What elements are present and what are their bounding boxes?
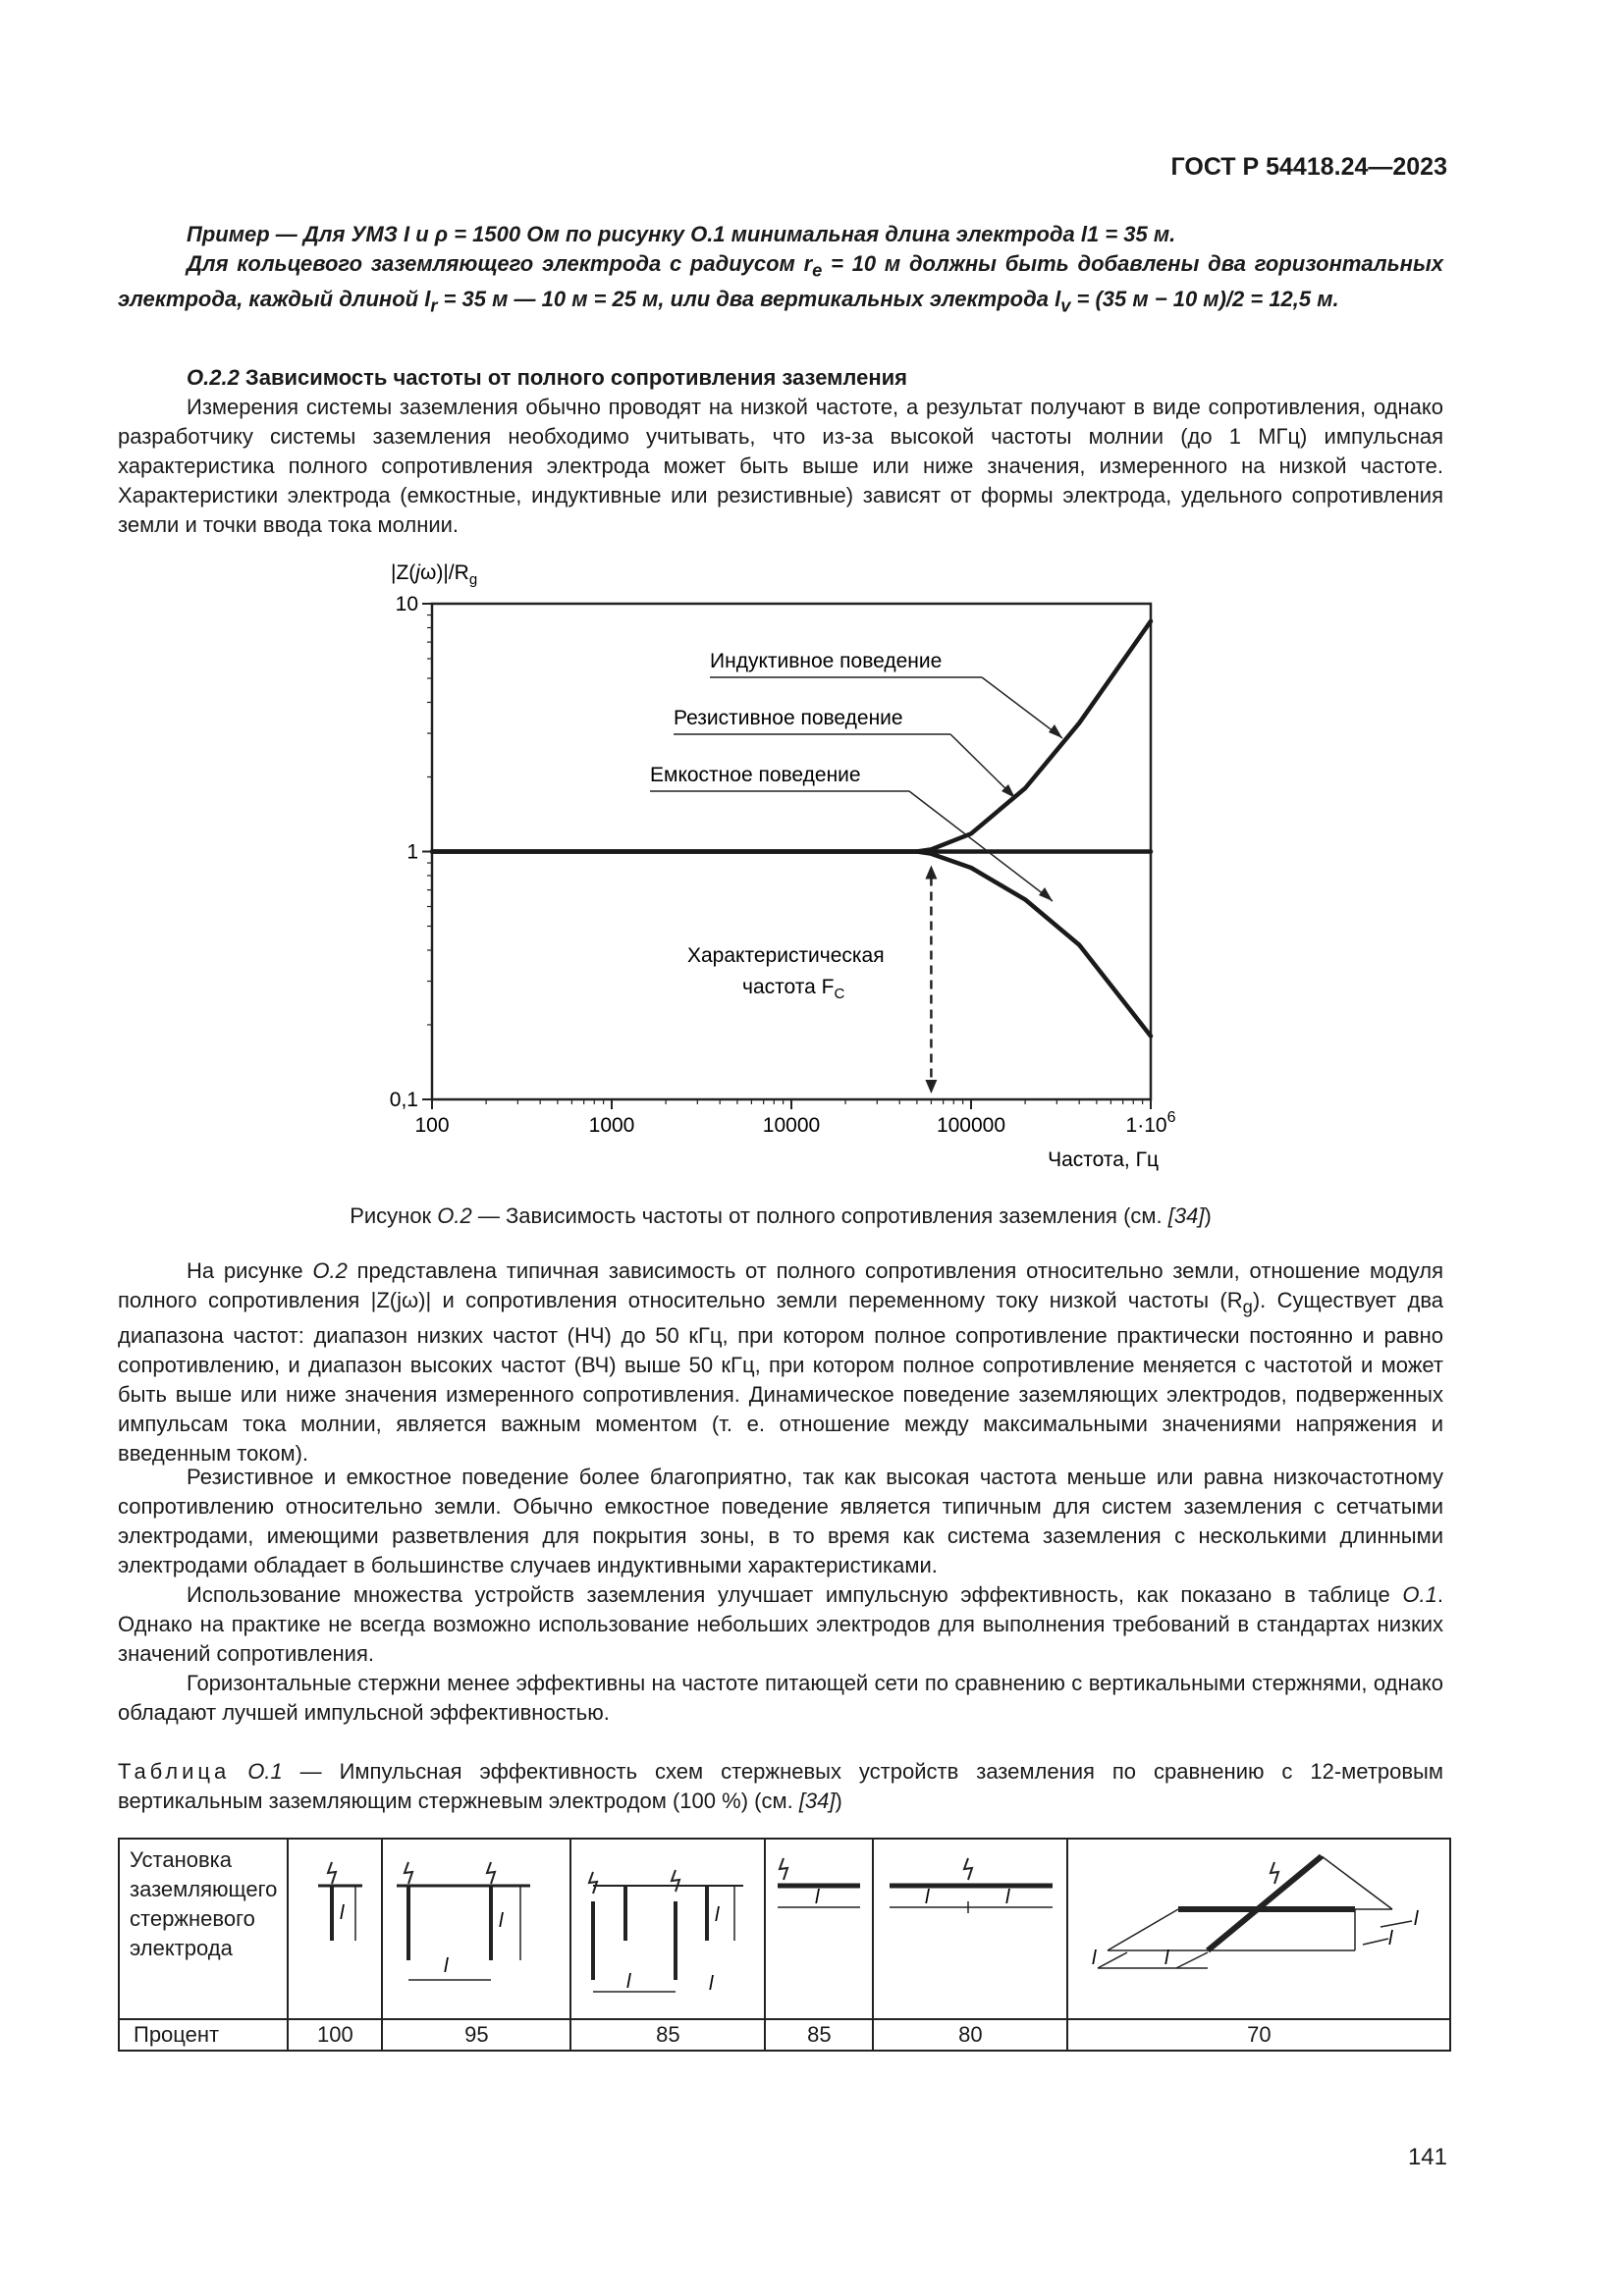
percent-cell: 85 bbox=[570, 2019, 765, 2051]
paragraph-horizontal-rods: Горизонтальные стержни менее эффективны на частоте питающей сети по сравнению с вертикальными стержнями, однако обладают лучшей импульсной эффективностью. bbox=[118, 1671, 1443, 1725]
x-tick-label: $1\cdot 10^6$ bbox=[1125, 1109, 1176, 1137]
svg-text:l: l bbox=[1414, 1908, 1419, 1930]
fc-annotation-line-1: Характеристическая bbox=[687, 944, 885, 967]
svg-text:l: l bbox=[626, 1971, 631, 1993]
section-paragraph: Измерения системы заземления обычно проводят на низкой частоте, а результат получают в виде сопротивления, однако разработчику системы заземления необходимо учитывать, что из-за высокой частоты молнии (до 1 МГц) импульсная характеристика полного сопротивления электрода может быть выше или ниже значения, измеренного на низкой частоте. Характеристики электрода (емкостные, индуктивные или резистивные) зависят от формы электрода, удельного сопротивления земли и точки ввода тока молнии. bbox=[118, 395, 1443, 537]
setup-cross-rods bbox=[1067, 1839, 1450, 2019]
chart-series-group bbox=[432, 621, 1151, 1037]
two-vertical-rods-diagram bbox=[383, 1842, 569, 2009]
percent-cell: 80 bbox=[873, 2019, 1067, 2051]
table-row-setups bbox=[119, 1839, 1450, 2019]
setup-horizontal-rod bbox=[765, 1839, 873, 2019]
setup-four-rods bbox=[570, 1839, 765, 2019]
figure-caption: Рисунок О.2 — Зависимость частоты от полного сопротивления заземления (см. [34]) bbox=[350, 1203, 1212, 1228]
single-vertical-rod-diagram bbox=[289, 1842, 381, 2009]
svg-text:l: l bbox=[444, 1955, 449, 1977]
x-tick-label: 100000 bbox=[936, 1114, 1006, 1137]
section-heading: О.2.2 Зависимость частоты от полного сопротивления заземления bbox=[187, 365, 907, 390]
table-row-percent bbox=[119, 2019, 1450, 2051]
x-tick-label: 100 bbox=[414, 1114, 450, 1137]
percent-cell: 95 bbox=[382, 2019, 570, 2051]
paragraph-behaviour: Резистивное и емкостное поведение более благоприятно, так как высокая частота меньше или равна низкочастотному сопротивлению относительно земли. Обычно емкостное поведение является типичным для систем заземления с сетчатыми электродами, имеющими разветвления для покрытия зоны, в то время как система заземления с несколькими длинными электродами обладает в большинстве случаев индуктивными характеристиками. bbox=[118, 1465, 1443, 1577]
percent-cell: 85 bbox=[765, 2019, 873, 2051]
fc-arrowhead-down bbox=[925, 1080, 937, 1094]
svg-text:l: l bbox=[499, 1910, 504, 1932]
label-inductive: Индуктивное поведение bbox=[710, 650, 943, 672]
single-horizontal-rod-diagram bbox=[766, 1842, 872, 2009]
two-horizontal-rods-diagram bbox=[874, 1842, 1066, 2009]
setup-two-horizontal-rods bbox=[873, 1839, 1067, 2019]
page-number: 141 bbox=[1407, 2144, 1447, 2170]
x-axis-label: Частота, Гц bbox=[1048, 1148, 1159, 1171]
fc-double-arrow bbox=[925, 866, 937, 1095]
arrow-capacitive bbox=[1039, 887, 1053, 901]
example-line-1: Пример — Для УМЗ I и ρ = 1500 Ом по рисунку О.1 минимальная длина электрода l1 = 35 м. bbox=[187, 222, 1176, 246]
table-title: Таблица О.1 — Импульсная эффективность схем стержневых устройств заземления по сравнению с 12-метровым вертикальным заземляющим стержневым электродом (100 %) (см. [34]) bbox=[118, 1759, 1443, 1813]
percent-cell: 100 bbox=[288, 2019, 382, 2051]
paragraph-multiple-devices: Использование множества устройств заземления улучшает импульсную эффективность, как показано в таблице О.1. Однако на практике не всегда возможно использование небольших электродов для выполнения требований в стандартах низких значений сопротивления. bbox=[118, 1582, 1443, 1666]
svg-text:l: l bbox=[1092, 1948, 1097, 1969]
setup-single-rod bbox=[288, 1839, 382, 2019]
cross-horizontal-rods-diagram bbox=[1068, 1842, 1449, 2009]
y-tick-label: 0,1 bbox=[389, 1089, 418, 1111]
y-tick-label: 1 bbox=[406, 840, 418, 864]
svg-text:l: l bbox=[709, 1973, 714, 1995]
x-tick-label: 10000 bbox=[762, 1114, 821, 1137]
svg-text:l: l bbox=[1388, 1928, 1393, 1949]
document-number: ГОСТ Р 54418.24—2023 bbox=[1170, 153, 1447, 181]
percent-cell: 70 bbox=[1067, 2019, 1450, 2051]
svg-text:l: l bbox=[1005, 1887, 1010, 1908]
y-axis-label: $|Z(j\omega)|/R_g$ bbox=[391, 561, 478, 588]
leader-inductive bbox=[982, 677, 1062, 738]
svg-text:l: l bbox=[715, 1904, 720, 1926]
label-capacitive: Емкостное поведение bbox=[650, 764, 861, 786]
paragraph-frequency-ranges: На рисунке О.2 представлена типичная зависимость от полного сопротивления относительно земли, отношение модуля полного сопротивления |Z(jω)| и сопротивления относительно земли переменному току низкой частоты $(R_g)$. Существует два диапазона частот: диапазон низких частот (НЧ) до 50 кГц, при котором полное сопротивление практически постоянно и равно сопротивлению, и диапазон высоких частот (ВЧ) выше 50 кГц, при котором полное сопротивление меняется с частотой и может быть выше или ниже значения измеренного сопротивления. Динамическое поведение заземляющих электродов, подверженных импульсам тока молнии, является важным моментом (т. е. отношение между максимальными значениями напряжения и введенным током). bbox=[118, 1258, 1443, 1467]
impedance-frequency-chart bbox=[353, 550, 1218, 1178]
svg-text:l: l bbox=[1164, 1948, 1169, 1969]
fc-arrowhead-up bbox=[925, 866, 937, 880]
label-resistive: Резистивное поведение bbox=[674, 707, 903, 729]
arrow-inductive bbox=[1049, 724, 1062, 738]
svg-text:l: l bbox=[815, 1887, 820, 1908]
example-line-2: Для кольцевого заземляющего электрода с радиусом $r_e = 10$ м должны быть добавлены два горизонтальных электрода, каждый длиной $l_r = 35$ м — 10 м = 25 м, или два вертикальных электрода $l_v = (35$ м − 10 м)/2 = 12,5 м. bbox=[118, 251, 1443, 316]
four-vertical-rods-diagram bbox=[571, 1842, 764, 2009]
table-row-label-percent: Процент bbox=[119, 2019, 288, 2051]
y-tick-label: 10 bbox=[395, 593, 418, 615]
svg-text:l: l bbox=[925, 1887, 930, 1908]
chart-ticks bbox=[390, 593, 1176, 1137]
setup-two-rods bbox=[382, 1839, 570, 2019]
impulse-efficiency-table bbox=[118, 1838, 1451, 2052]
fc-annotation-line-2: частота $F_C$ bbox=[742, 976, 845, 1002]
svg-text:l: l bbox=[340, 1902, 345, 1924]
table-row-label-setup: Установка заземляющего стержневого электрода bbox=[119, 1839, 288, 2019]
x-tick-label: 1000 bbox=[588, 1114, 635, 1137]
